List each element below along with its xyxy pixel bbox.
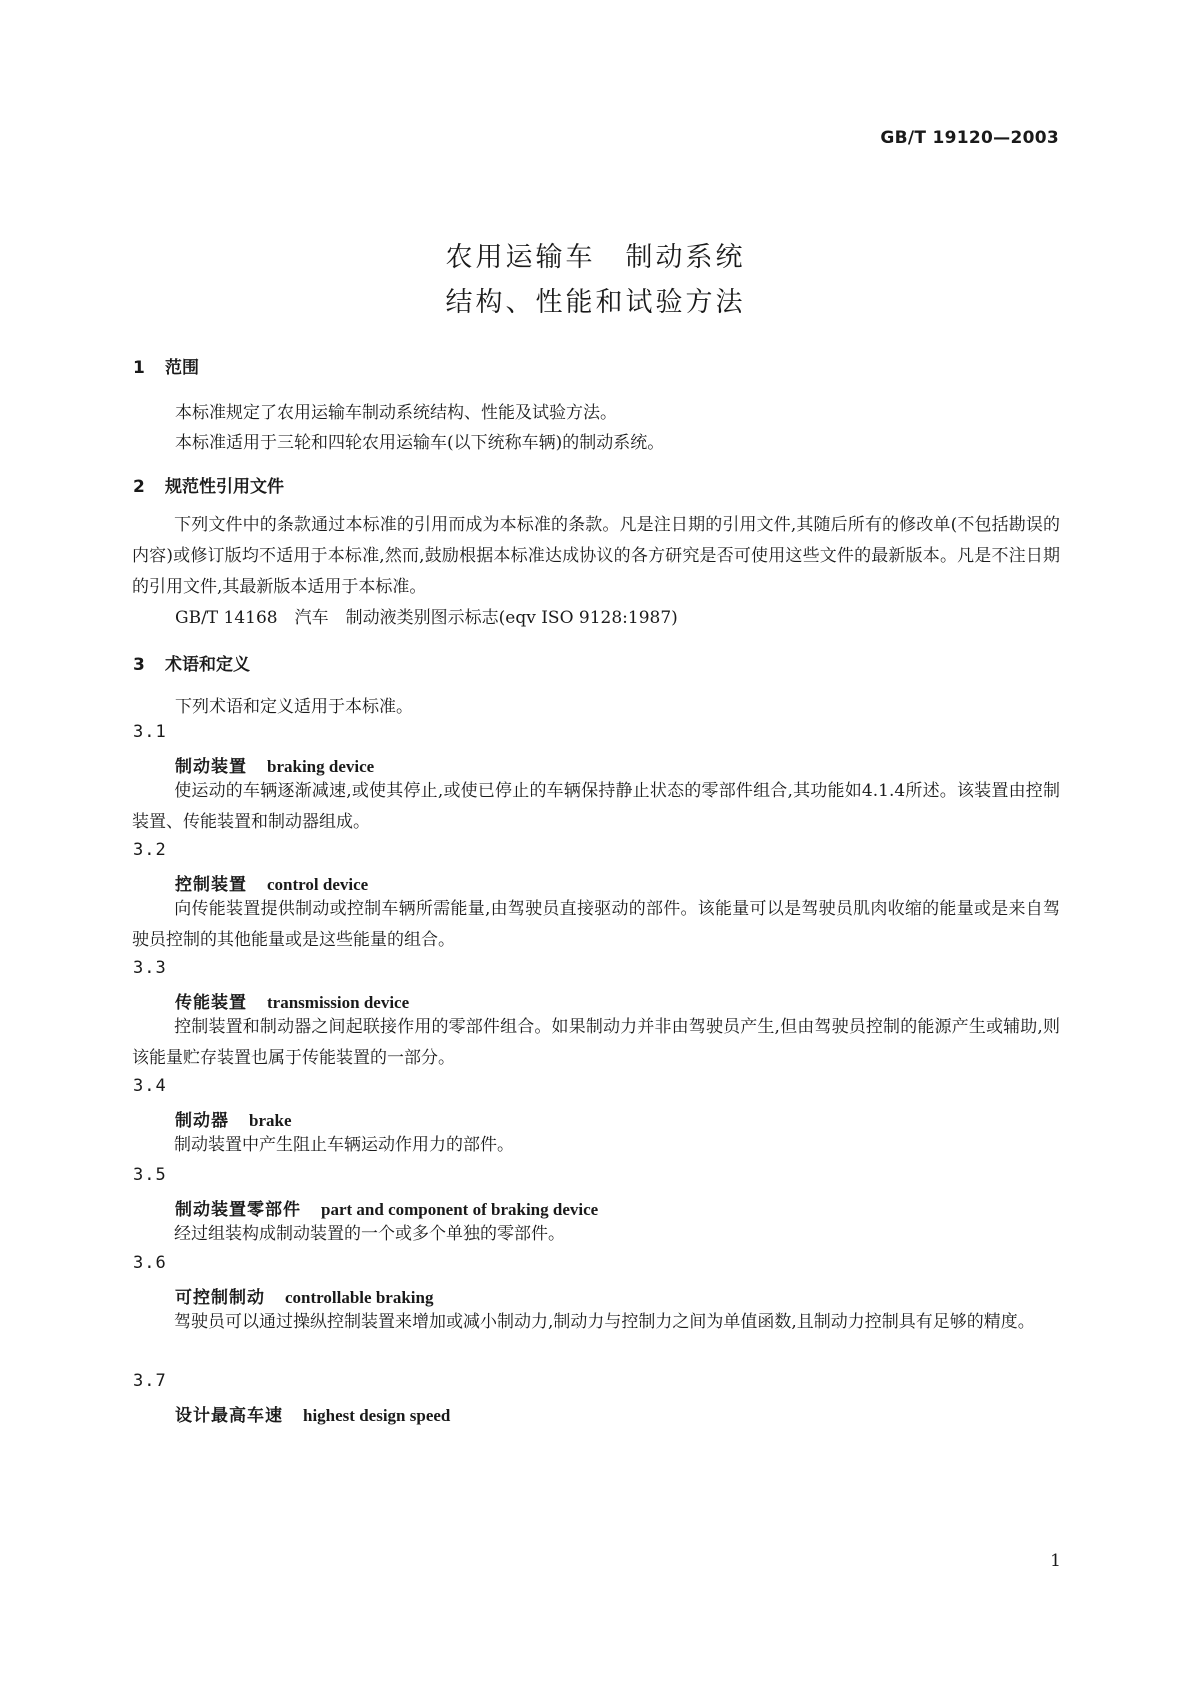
section-number: 3	[133, 655, 145, 675]
section-1-paragraph-2: 本标准适用于三轮和四轮农用运输车(以下统称车辆)的制动系统。	[175, 433, 665, 453]
standard-code: GB/T 19120—2003	[880, 128, 1059, 148]
normative-reference: GB/T 14168 汽车 制动液类别图示标志(eqv ISO 9128:1987)	[175, 608, 678, 628]
section-1-heading	[133, 353, 199, 378]
term-chinese: 制动装置零部件	[175, 1200, 301, 1220]
term-definition-text: 经过组装构成制动装置的一个或多个单独的零部件。	[174, 1224, 565, 1244]
term-chinese: 制动装置	[175, 757, 247, 777]
term-definition-text: 使运动的车辆逐渐减速,或使其停止,或使已停止的车辆保持静止状态的零部件组合,其功能如4.1.4所述。该装置由控制装置、传能装置和制动器组成。	[132, 781, 1060, 832]
term-heading	[175, 988, 409, 1013]
term-english: controllable braking	[285, 1288, 434, 1307]
term-definition	[132, 1307, 1060, 1338]
page-number: 1	[1050, 1551, 1061, 1571]
section-2-paragraph-text: 下列文件中的条款通过本标准的引用而成为本标准的条款。凡是注日期的引用文件,其随后所有的修改单(不包括勘误的内容)或修订版均不适用于本标准,然而,鼓励根据本标准达成协议的各方研究是否可使用这些文件的最新版本。凡是不注日期的引用文件,其最新版本适用于本标准。	[132, 515, 1060, 597]
term-chinese: 制动器	[175, 1111, 229, 1131]
term-heading	[175, 870, 368, 895]
section-number: 1	[133, 358, 145, 378]
term-chinese: 可控制制动	[175, 1288, 265, 1308]
term-english: transmission device	[267, 993, 410, 1012]
section-1-paragraph-1: 本标准规定了农用运输车制动系统结构、性能及试验方法。	[175, 403, 617, 423]
term-definition	[132, 776, 1060, 838]
clause-number: 3.6	[133, 1253, 167, 1273]
term-definition	[132, 1012, 1060, 1074]
term-chinese: 传能装置	[175, 993, 247, 1013]
section-title: 术语和定义	[165, 655, 250, 675]
term-english: part and component of braking device	[321, 1200, 599, 1219]
clause-number: 3.2	[133, 840, 167, 860]
term-definition-text: 驾驶员可以通过操纵控制装置来增加或减小制动力,制动力与控制力之间为单值函数,且制动力控制具有足够的精度。	[174, 1312, 1035, 1332]
term-definition	[132, 894, 1060, 956]
term-english: highest design speed	[303, 1406, 451, 1425]
term-definition	[132, 1130, 1060, 1161]
term-english: control device	[267, 875, 369, 894]
term-heading	[175, 752, 374, 777]
section-number: 2	[133, 477, 145, 497]
clause-number: 3.7	[133, 1371, 167, 1391]
term-definition-text: 控制装置和制动器之间起联接作用的零部件组合。如果制动力并非由驾驶员产生,但由驾驶员控制的能源产生或辅助,则该能量贮存装置也属于传能装置的一部分。	[132, 1017, 1060, 1068]
term-definition-text: 制动装置中产生阻止车辆运动作用力的部件。	[174, 1135, 514, 1155]
term-chinese: 控制装置	[175, 875, 247, 895]
term-heading	[175, 1195, 598, 1220]
term-heading	[175, 1106, 292, 1131]
section-title: 规范性引用文件	[165, 477, 284, 497]
clause-number: 3.5	[133, 1165, 167, 1185]
term-definition-text: 向传能装置提供制动或控制车辆所需能量,由驾驶员直接驱动的部件。该能量可以是驾驶员肌肉收缩的能量或是来自驾驶员控制的其他能量或是这些能量的组合。	[132, 899, 1060, 950]
term-chinese: 设计最高车速	[175, 1406, 283, 1426]
clause-number: 3.3	[133, 958, 167, 978]
clause-number: 3.4	[133, 1076, 167, 1096]
term-definition	[132, 1219, 1060, 1250]
clause-number: 3.1	[133, 722, 167, 742]
document-title-line1: 农用运输车 制动系统	[445, 242, 746, 273]
section-3-intro: 下列术语和定义适用于本标准。	[175, 697, 413, 717]
section-2-heading	[133, 472, 284, 497]
term-heading	[175, 1283, 433, 1308]
term-english: brake	[249, 1111, 292, 1130]
section-title: 范围	[165, 358, 199, 378]
document-title-line2: 结构、性能和试验方法	[445, 287, 746, 318]
section-2-paragraph	[132, 510, 1060, 603]
section-3-heading	[133, 650, 250, 675]
term-heading	[175, 1401, 450, 1426]
term-english: braking device	[267, 757, 375, 776]
